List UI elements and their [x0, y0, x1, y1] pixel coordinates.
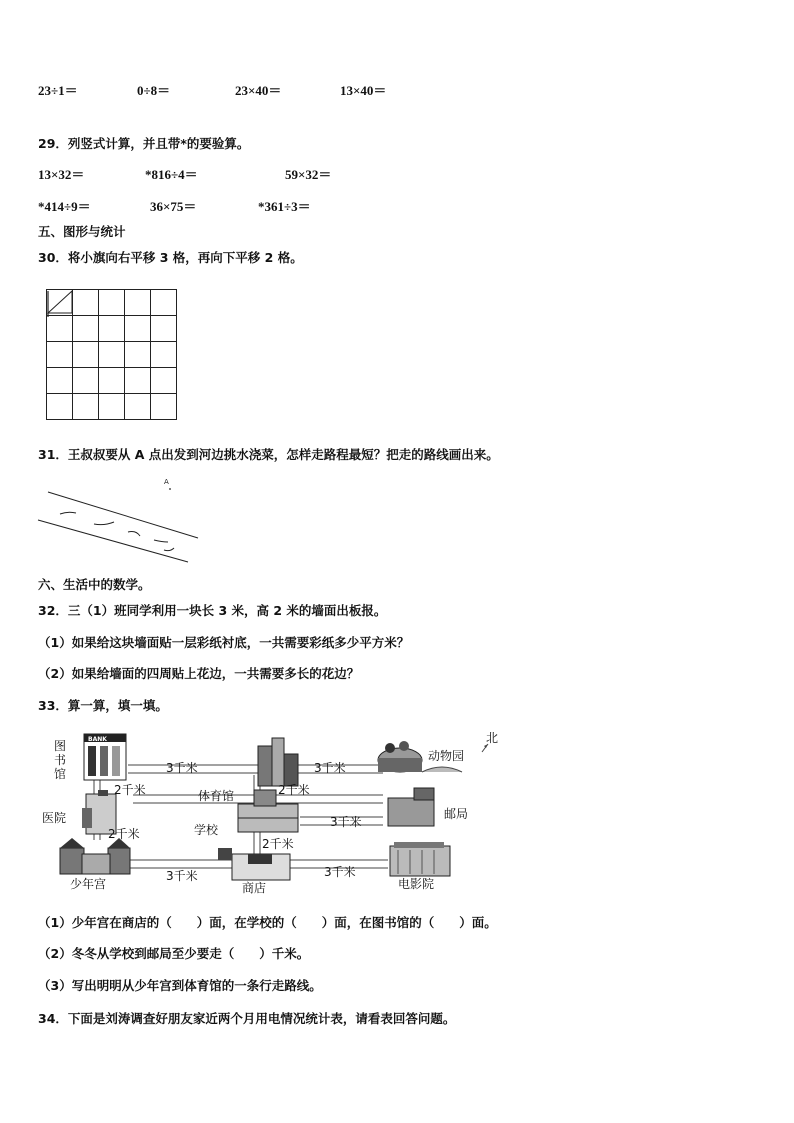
post-office-label: 邮局 [444, 807, 469, 821]
distance-label: 3千米 [324, 865, 356, 879]
question-33-sub1: （1）少年宫在商店的（ ）面，在学校的（ ）面，在图书馆的（ ）面。 [38, 915, 497, 930]
calc-item: 23÷1＝ [38, 83, 78, 98]
translation-grid [46, 289, 178, 421]
point-a-label: A [164, 478, 169, 486]
distance-label: 2千米 [114, 783, 146, 797]
cinema-building-icon [390, 842, 450, 876]
north-arrow-icon [482, 744, 488, 752]
distance-label: 3千米 [330, 815, 362, 829]
north-label: 北 [486, 731, 499, 745]
distance-label: 2千米 [108, 827, 140, 841]
question-34-title: 34．下面是刘涛调查好朋友家近两个月用电情况统计表，请看表回答问题。 [38, 1011, 456, 1026]
school-label: 学校 [194, 823, 219, 837]
question-33-title: 33．算一算，填一填。 [38, 698, 168, 713]
stadium-label: 体育馆 [198, 789, 235, 803]
distance-label: 3千米 [166, 761, 198, 775]
calc-item: *361÷3＝ [258, 199, 311, 214]
town-map [38, 730, 498, 895]
calc-item: 0÷8＝ [137, 83, 171, 98]
question-33-sub3: （3）写出明明从少年宫到体育馆的一条行走路线。 [38, 978, 322, 993]
stadium-building-icon [258, 738, 298, 786]
distance-label: 3千米 [166, 869, 198, 883]
library-label-2: 书 [54, 753, 67, 767]
calc-item: 23×40＝ [235, 83, 282, 98]
calc-item: *816÷4＝ [145, 167, 198, 182]
calc-item: 13×32＝ [38, 167, 85, 182]
question-32-title: 32．三（1）班同学利用一块长 3 米，高 2 米的墙面出板报。 [38, 603, 387, 618]
library-sign: BANK [88, 736, 107, 743]
cinema-label: 电影院 [398, 877, 435, 891]
shop-label: 商店 [242, 881, 267, 895]
question-31-title: 31．王叔叔要从 A 点出发到河边挑水浇菜，怎样走路程最短？把走的路线画出来。 [38, 447, 499, 462]
post-office-building-icon [388, 788, 434, 826]
section-heading: 五、图形与统计 [38, 224, 126, 239]
calc-item: 59×32＝ [285, 167, 332, 182]
distance-label: 2千米 [278, 783, 310, 797]
calc-item: 36×75＝ [150, 199, 197, 214]
zoo-label: 动物园 [428, 749, 465, 763]
library-label-1: 图 [54, 739, 67, 753]
calc-item: *414÷9＝ [38, 199, 91, 214]
point-a [169, 488, 171, 490]
question-30-title: 30．将小旗向右平移 3 格，再向下平移 2 格。 [38, 250, 303, 265]
question-32-sub2: （2）如果给墙面的四周贴上花边，一共需要多长的花边？ [38, 666, 360, 681]
question-33-sub2: （2）冬冬从学校到邮局至少要走（ ）千米。 [38, 946, 310, 961]
question-32-sub1: （1）如果给这块墙面贴一层彩纸衬底，一共需要彩纸多少平方米？ [38, 635, 410, 650]
youth-palace-building-icon [60, 838, 130, 874]
river [38, 492, 198, 562]
flag-icon [48, 291, 72, 317]
question-29-title: 29．列竖式计算，并且带*的要验算。 [38, 136, 250, 151]
library-label-3: 馆 [54, 767, 67, 781]
distance-label: 2千米 [262, 837, 294, 851]
hospital-label: 医院 [42, 811, 67, 825]
river-diagram [36, 474, 206, 564]
distance-label: 3千米 [314, 761, 346, 775]
calc-item: 13×40＝ [340, 83, 387, 98]
youth-palace-label: 少年宫 [70, 877, 107, 891]
section-heading: 六、生活中的数学。 [38, 577, 151, 592]
